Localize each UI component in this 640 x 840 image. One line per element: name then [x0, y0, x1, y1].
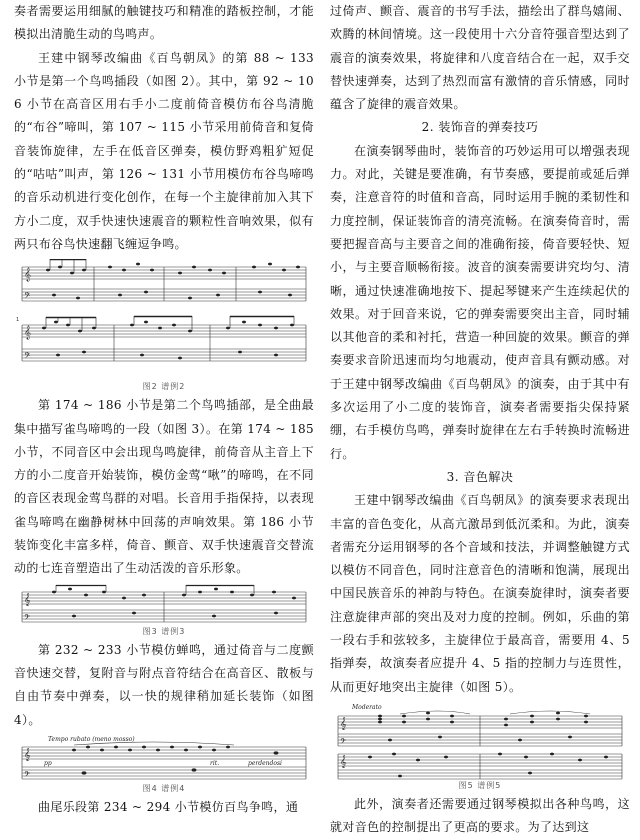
tempo-marking-moderato: Moderato: [352, 703, 382, 711]
left-column: [14, 0, 314, 819]
svg-text:𝄢: 𝄢: [24, 770, 30, 781]
section-heading-ornaments: 2. 装饰音的弹奏技巧: [421, 120, 539, 135]
svg-text:𝄢: 𝄢: [340, 737, 346, 748]
svg-text:𝄢: 𝄢: [24, 352, 31, 364]
paragraph-first-bird-episode: 王建中钢琴改编曲《百鸟朝凤》的第 88 ~ 133 小节是第一个鸟鸣插段（如图 2）。其中，第 92 ~ 106 小节在高音区用右手小二度前倚音模仿布谷鸟清脆的“布谷”啼叫，第 107 ~ 115 小节采用前倚音和复倚音装饰旋律，左手在低音区弹奏，模仿野鸡粗犷短促的“咕咕”叫声，第 126 ~ 131 小节用模仿布谷鸟啼鸣的音乐动机进行变化创作，在每一个主旋律前加入其下方小二度，双手快速快速震音的颗粒性音响效果，似有两只布谷鸟快速翻飞缠逗争鸣。: [14, 50, 314, 251]
svg-text:𝄞: 𝄞: [24, 267, 32, 282]
score-example-3: [14, 584, 314, 626]
svg-text:𝄢: 𝄢: [24, 292, 31, 304]
rit-marking: rit.: [210, 759, 220, 767]
paragraph-continued: 奏者需要运用细腻的触键技巧和精准的踏板控制，才能模拟出清脆生动的鸟鸣声。: [14, 4, 314, 42]
paragraph-second-bird-episode: 第 174 ~ 186 小节是第二个鸟鸣插部，是全曲最集中描写雀鸟啼鸣的一段（如图 3）。在第 174 ~ 185 小节，不同音区中会出现鸟鸣旋律，前倚音从主音上下方的小二度音开始装饰，模仿金莺“啾”的啼鸣，在不同的音区表现金莺鸟群的对唱。长音用手指保持，以表现雀鸟啼鸣在幽静树林中回荡的声响效果。第 186 小节装饰变化丰富多样，倚音、颤音、双手快速震音交替流动的七连音塑造出了生动活泼的音乐形象。: [14, 398, 314, 576]
score-example-2: [14, 259, 314, 381]
figure-4-caption: 图4 谱例4: [142, 783, 186, 793]
perdendosi-marking: perdendosi: [248, 759, 282, 767]
figure-3: [14, 584, 314, 637]
figure-2: [14, 259, 314, 392]
svg-text:𝄞: 𝄞: [24, 325, 32, 340]
paragraph-timbre: 王建中钢琴改编曲《百鸟朝凤》的演奏要求表现出丰富的音色变化，从高亢激昂到低沉柔和。为此，演奏者需充分运用钢琴的各个音域和技法，并调整触键方式以模仿不同音色，同时注意音色的清晰和饱满，展现出中国民族音乐的神韵与特色。在演奏旋律时，演奏者要注意旋律声部的突出及对力度的控制。例如，乐曲的第一段右手和弦较多，主旋律位于最高音，需要用 4、5 指弹奏，故演奏者应提升 4、5 指的控制力与连贯性，从而更好地突出主旋律（如图 5）。: [330, 493, 630, 694]
paragraph-cicada: 第 232 ~ 233 小节模仿蝉鸣，通过倚音与二度颤音快速交替，复附音与附点音符结合在高音区、散板与自由节奏中弹奏，以一快的规律稍加延长装饰（如图 4）。: [14, 642, 314, 727]
score-example-5: [330, 702, 630, 780]
figure-5-caption: 图5 谱例5: [458, 780, 502, 790]
section-heading-timbre: 3. 音色解决: [446, 469, 514, 484]
svg-text:𝄞: 𝄞: [340, 754, 347, 768]
figure-3-caption: 图3 谱例3: [142, 626, 186, 636]
paragraph-ending: 曲尾乐段第 234 ~ 294 小节模仿百鸟争鸣，通: [38, 799, 299, 814]
score-example-4: [14, 735, 314, 783]
figure-4: [14, 735, 314, 794]
paragraph-bird-simulation: 此外，演奏者还需要通过钢琴模拟出各种鸟鸣，这就对音色的控制提出了更高的要求。为了达到这: [330, 796, 630, 835]
right-column: [330, 0, 630, 840]
svg-text:𝄞: 𝄞: [24, 747, 31, 761]
figure-5: [330, 702, 630, 791]
figure-2-caption: 图2 谱例2: [142, 382, 186, 392]
dynamic-pp: pp: [44, 759, 52, 767]
svg-text:𝄢: 𝄢: [24, 613, 30, 624]
measure-number: 1: [16, 317, 20, 324]
tempo-marking: Tempo rubato (meno mosso): [48, 735, 135, 743]
paragraph-ornament-technique: 在演奏钢琴曲时，装饰音的巧妙运用可以增强表现力。对此，关键是要准确，有节奏感，要提前或延后弹奏，注意音符的时值和音高，同时运用手腕的柔韧性和力度控制，保证装饰音的清亮流畅。在演奏倚音时，需要把握音高与主要音之间的准确衔接，倚音要轻快、短小，与主要音顺畅衔接。波音的演奏需要讲究均匀、清晰，通过快速准确地按下、提起琴键来产生连续起伏的效果。对于回音来说，它的弹奏需要突出主音，同时辅以其他音的柔和衬托，营造一种回旋的效果。颤音的弹奏要求音阶迅速而均匀地震动，使声音具有颤动感。对于王建中钢琴改编曲《百鸟朝凤》的演奏，由于其中有多次运用了小二度的装饰音，演奏者需要指尖保持紧绷，右手模仿鸟鸣，弹奏时旋律在左右手转换时流畅进行。: [330, 143, 630, 461]
paragraph-continued-right: 过倚声、颤音、震音的书写手法，描绘出了群鸟嬉闹、欢腾的林间情境。这一段使用十六分音符强音型达到了震音的演奏效果，将旋律和八度音结合在一起，双手交替快速弹奏，达到了热烈而富有激情的音乐情感，同时蕴含了旋律的震音效果。: [330, 4, 630, 112]
svg-text:𝄞: 𝄞: [340, 716, 347, 730]
svg-text:𝄞: 𝄞: [24, 592, 31, 606]
